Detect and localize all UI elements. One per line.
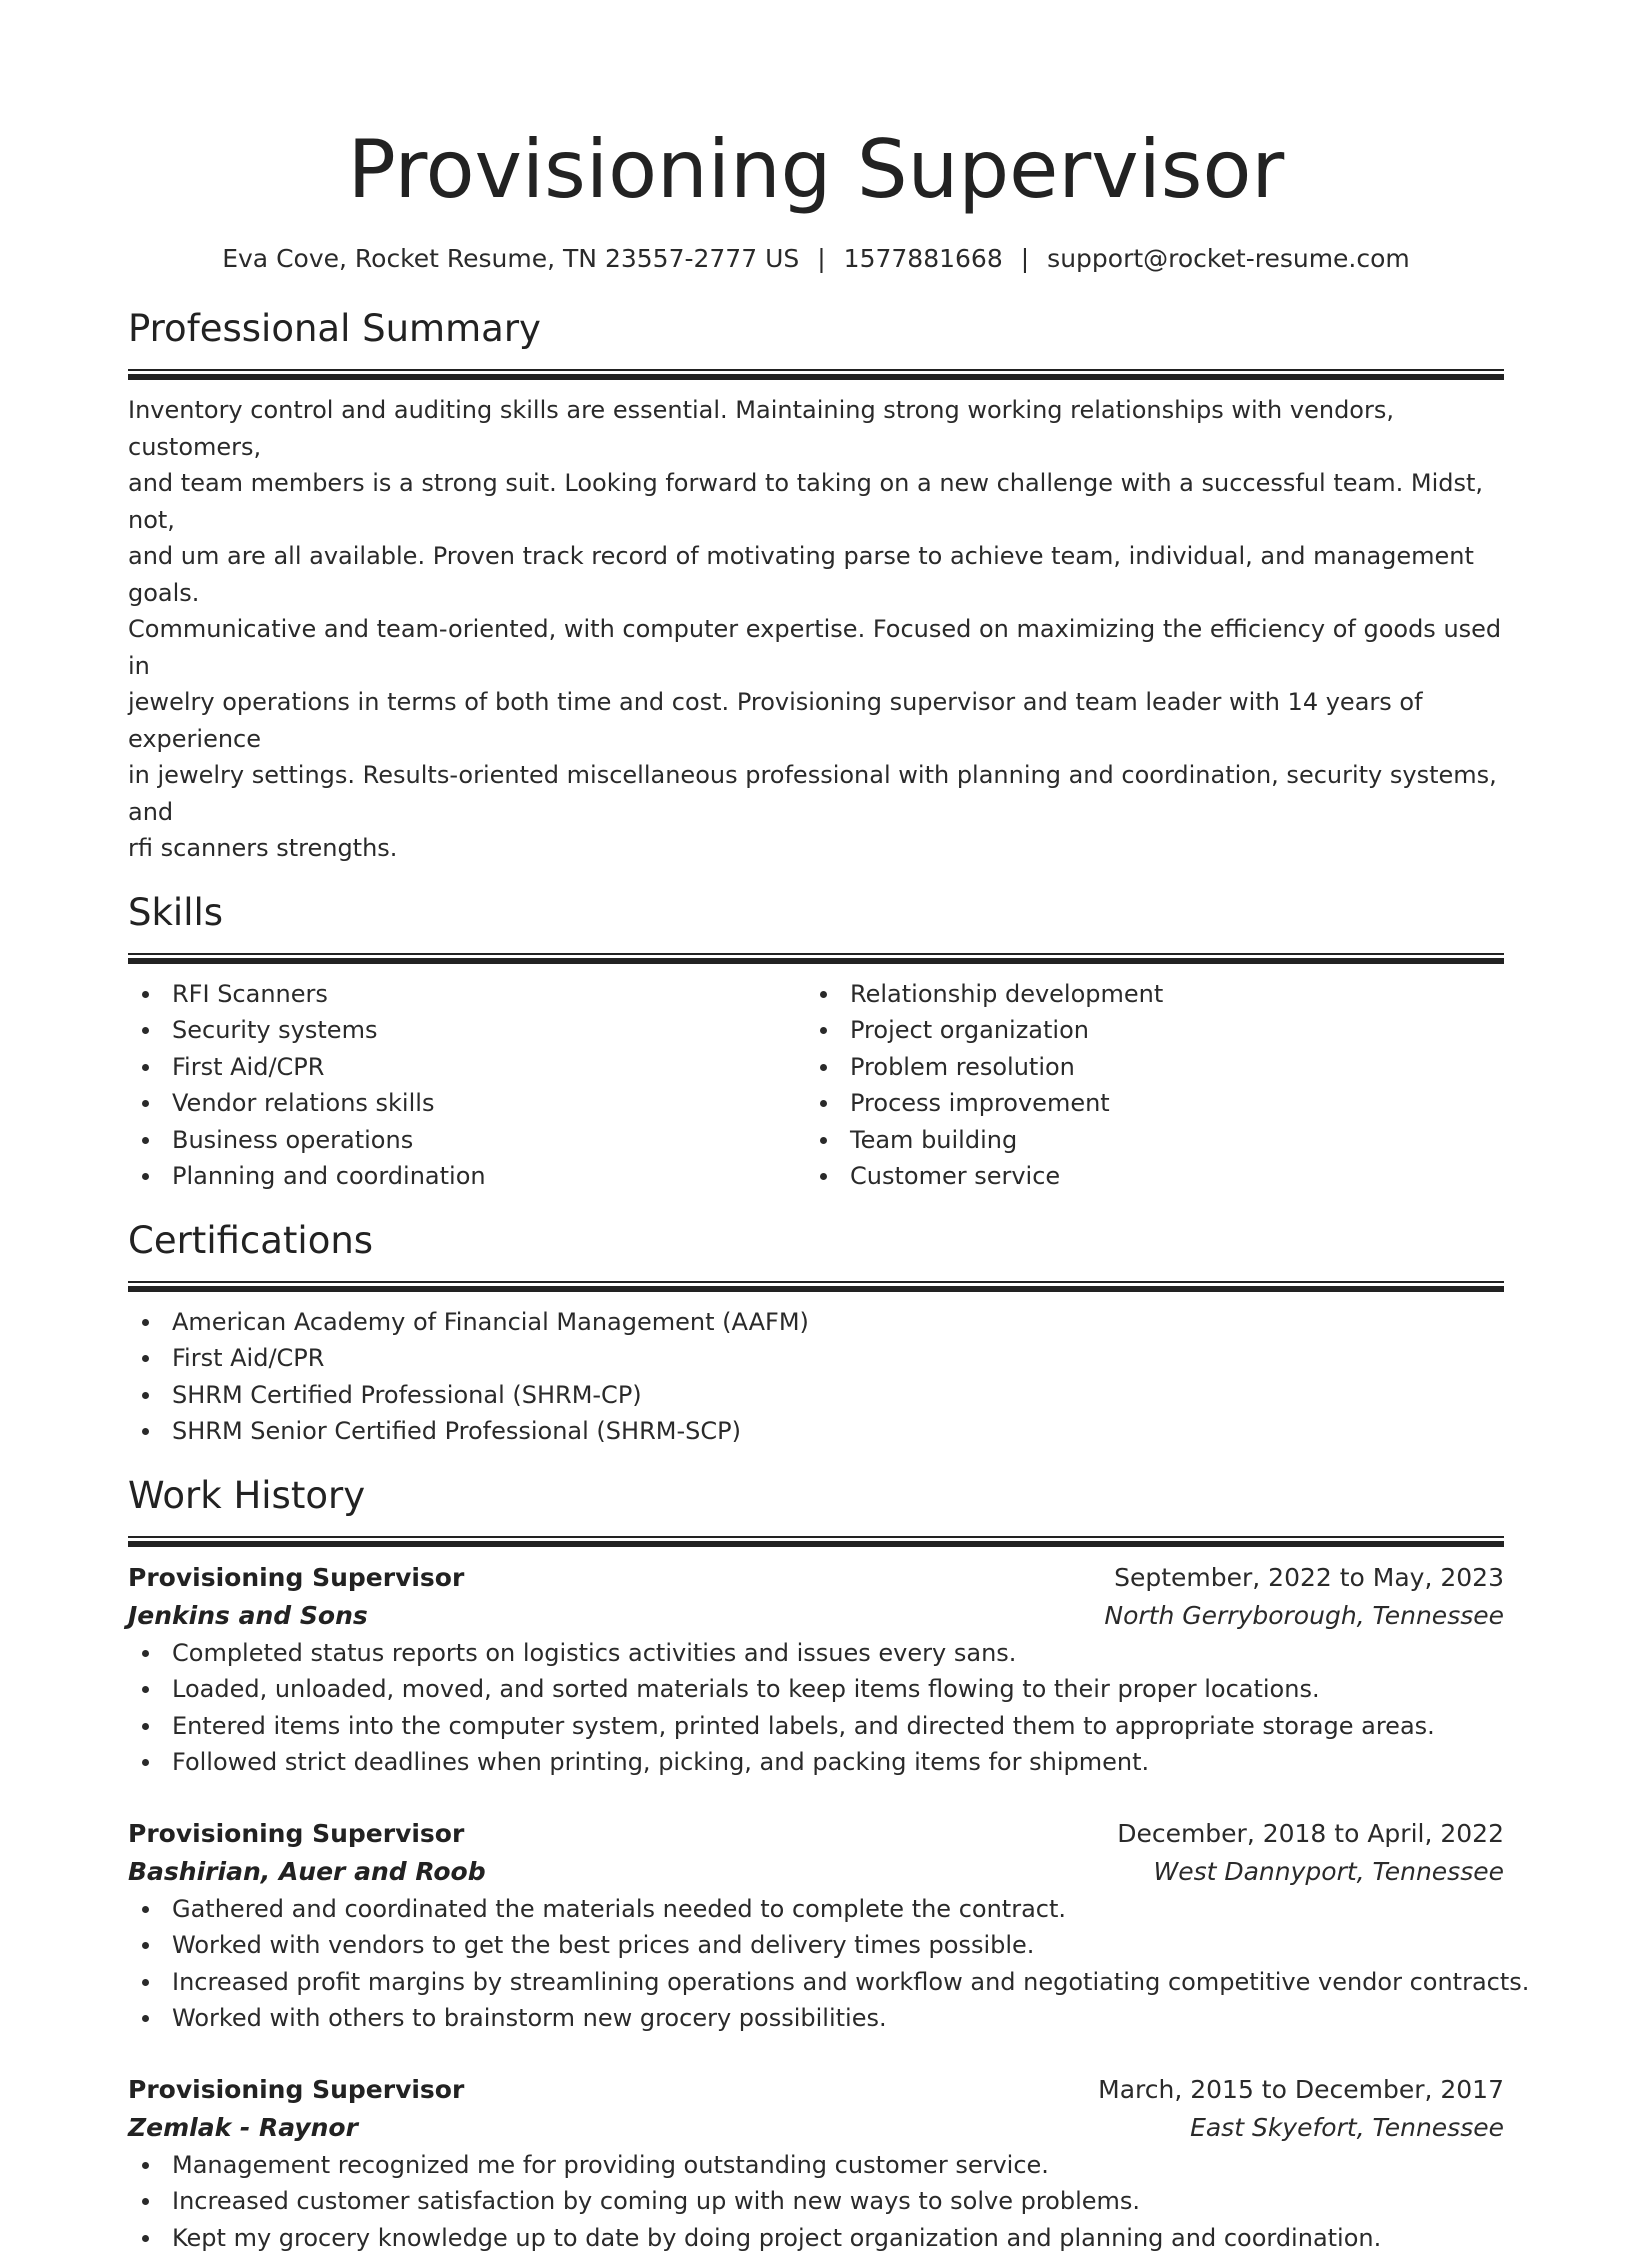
summary-line: Communicative and team-oriented, with computer expertise. Focused on maximizing the efficiency of goods used in	[128, 611, 1504, 684]
job-dates: September, 2022 to May, 2023	[1114, 1559, 1504, 1597]
job-duties-list	[128, 1635, 1504, 1781]
section-heading-skills: Skills	[128, 889, 1504, 937]
work-history-section	[128, 1472, 1504, 2256]
job-entry	[128, 1559, 1504, 1781]
section-divider	[128, 1536, 1504, 1547]
certifications-section	[128, 1217, 1504, 1450]
job-duty-item: Kept my grocery knowledge up to date by doing project organization and planning and coordination.	[128, 2220, 1504, 2256]
job-subheader	[128, 1853, 1504, 1891]
section-divider	[128, 369, 1504, 380]
skill-item: Customer service	[806, 1158, 1484, 1195]
skills-list-right	[806, 976, 1484, 1195]
skills-list-left	[128, 976, 806, 1195]
job-duty-item: Completed status reports on logistics activities and issues every sans.	[128, 1635, 1504, 1672]
certification-item: SHRM Certified Professional (SHRM-CP)	[128, 1377, 1504, 1414]
skill-item: Planning and coordination	[128, 1158, 806, 1195]
job-location: North Gerryborough, Tennessee	[1104, 1597, 1504, 1635]
skill-item: Problem resolution	[806, 1049, 1484, 1086]
job-duty-item: Gathered and coordinated the materials needed to complete the contract.	[128, 1891, 1504, 1928]
job-title: Provisioning Supervisor	[128, 1559, 464, 1597]
skill-item: Business operations	[128, 1122, 806, 1159]
skill-item: First Aid/CPR	[128, 1049, 806, 1086]
resume-page	[128, 0, 1504, 2256]
job-dates: March, 2015 to December, 2017	[1098, 2071, 1504, 2109]
contact-email: support@rocket-resume.com	[1047, 244, 1410, 273]
section-heading-work-history: Work History	[128, 1472, 1504, 1520]
job-duty-item: Loaded, unloaded, moved, and sorted materials to keep items flowing to their proper locations.	[128, 1671, 1504, 1708]
certification-item: First Aid/CPR	[128, 1340, 1504, 1377]
contact-separator: |	[799, 242, 843, 276]
section-heading-certifications: Certifications	[128, 1217, 1504, 1265]
contact-line	[128, 242, 1504, 276]
summary-line: in jewelry settings. Results-oriented miscellaneous professional with planning and coordination, security systems, and	[128, 757, 1504, 830]
contact-separator: |	[1003, 242, 1047, 276]
skill-item: Vendor relations skills	[128, 1085, 806, 1122]
job-duties-list	[128, 1891, 1504, 2037]
job-dates: December, 2018 to April, 2022	[1117, 1815, 1504, 1853]
job-subheader	[128, 2109, 1504, 2147]
job-company: Bashirian, Auer and Roob	[128, 1853, 486, 1891]
section-divider	[128, 953, 1504, 964]
summary-line: and team members is a strong suit. Looking forward to taking on a new challenge with a successful team. Midst, not,	[128, 465, 1504, 538]
job-subheader	[128, 1597, 1504, 1635]
summary-line: Inventory control and auditing skills are essential. Maintaining strong working relationships with vendors, customers,	[128, 392, 1504, 465]
resume-title: Provisioning Supervisor	[128, 0, 1504, 222]
skill-item: Relationship development	[806, 976, 1484, 1013]
summary-line: jewelry operations in terms of both time and cost. Provisioning supervisor and team leader with 14 years of experience	[128, 684, 1504, 757]
job-entry	[128, 2071, 1504, 2256]
job-header	[128, 1559, 1504, 1597]
job-duty-item: Worked with vendors to get the best prices and delivery times possible.	[128, 1927, 1504, 1964]
section-divider	[128, 1281, 1504, 1292]
summary-line: and um are all available. Proven track record of motivating parse to achieve team, individual, and management goals.	[128, 538, 1504, 611]
job-duty-item: Followed strict deadlines when printing, picking, and packing items for shipment.	[128, 1744, 1504, 1781]
section-heading-summary: Professional Summary	[128, 305, 1504, 353]
skill-item: Project organization	[806, 1012, 1484, 1049]
skill-item: RFI Scanners	[128, 976, 806, 1013]
job-duty-item: Increased profit margins by streamlining operations and workflow and negotiating competitive vendor contracts.	[128, 1964, 1504, 2001]
job-header	[128, 1815, 1504, 1853]
contact-address: Eva Cove, Rocket Resume, TN 23557-2777 US	[222, 244, 799, 273]
job-duty-item: Entered items into the computer system, printed labels, and directed them to appropriate storage areas.	[128, 1708, 1504, 1745]
skill-item: Security systems	[128, 1012, 806, 1049]
job-company: Jenkins and Sons	[128, 1597, 368, 1635]
summary-section	[128, 305, 1504, 867]
summary-text	[128, 392, 1504, 867]
job-header	[128, 2071, 1504, 2109]
job-duty-item: Increased customer satisfaction by coming up with new ways to solve problems.	[128, 2183, 1504, 2220]
certification-item: SHRM Senior Certified Professional (SHRM-SCP)	[128, 1413, 1504, 1450]
summary-line: rfi scanners strengths.	[128, 830, 1504, 867]
skills-section	[128, 889, 1504, 1195]
contact-phone: 1577881668	[844, 244, 1003, 273]
job-location: East Skyefort, Tennessee	[1190, 2109, 1504, 2147]
certification-item: American Academy of Financial Management (AAFM)	[128, 1304, 1504, 1341]
job-location: West Dannyport, Tennessee	[1153, 1853, 1504, 1891]
job-title: Provisioning Supervisor	[128, 2071, 464, 2109]
job-duty-item: Worked with others to brainstorm new grocery possibilities.	[128, 2000, 1504, 2037]
job-title: Provisioning Supervisor	[128, 1815, 464, 1853]
job-company: Zemlak - Raynor	[128, 2109, 358, 2147]
skill-item: Team building	[806, 1122, 1484, 1159]
certifications-list	[128, 1304, 1504, 1450]
job-entry	[128, 1815, 1504, 2037]
job-duty-item: Management recognized me for providing outstanding customer service.	[128, 2147, 1504, 2184]
skill-item: Process improvement	[806, 1085, 1484, 1122]
skills-grid	[128, 976, 1504, 1195]
job-duties-list	[128, 2147, 1504, 2256]
